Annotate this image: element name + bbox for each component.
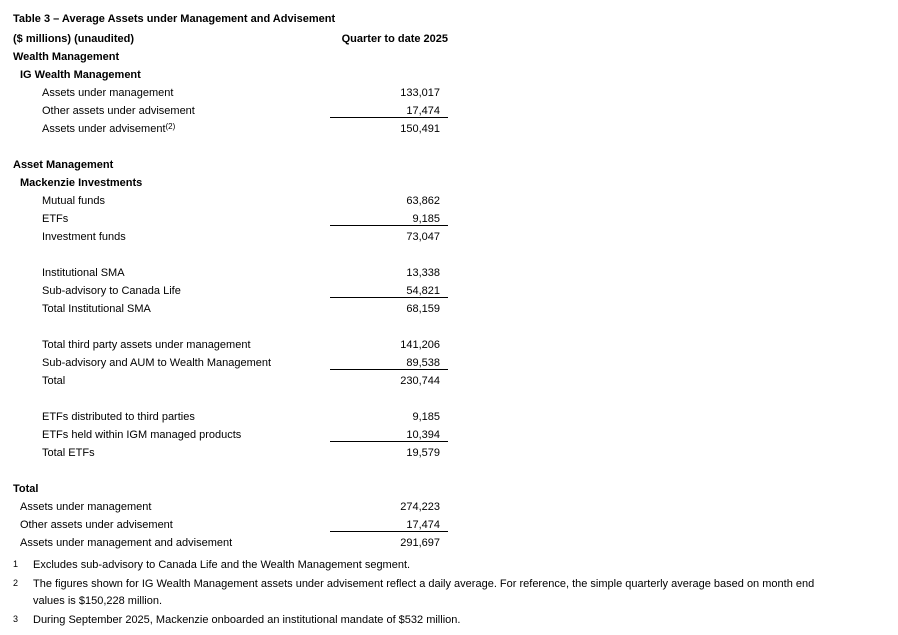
footnote-number: 2 (13, 577, 19, 588)
table-row (0, 499, 448, 517)
row-label-text: ETFs held within IGM managed products (42, 429, 242, 441)
table-row (0, 301, 448, 319)
section-spacer (0, 139, 898, 157)
row-value: 133,017 (400, 87, 440, 99)
row-label-text: Other assets under advisement (20, 519, 173, 531)
row-label (0, 445, 330, 460)
row-label-text: Total ETFs (42, 447, 95, 459)
row-label (0, 373, 330, 388)
row-label (0, 121, 330, 136)
row-label-text: Wealth Management (13, 51, 120, 63)
row-label-text: Mutual funds (42, 195, 105, 207)
row-label (0, 517, 330, 532)
row-label (0, 301, 330, 316)
row-label (0, 535, 330, 550)
table-row (0, 283, 448, 301)
table-row (0, 229, 448, 247)
footnote-number: 3 (13, 613, 19, 624)
table-row (0, 535, 448, 553)
row-label-text: Institutional SMA (42, 267, 125, 279)
row-value: 230,744 (400, 375, 440, 387)
table-title: Table 3 – Average Assets under Management and Advisement (13, 13, 336, 25)
table-row (0, 409, 448, 427)
row-label (0, 499, 330, 514)
row-label-text: ETFs (42, 213, 69, 225)
row-value: 63,862 (406, 195, 440, 207)
row-label (0, 229, 330, 244)
row-label (0, 283, 330, 298)
table-header-row (0, 31, 448, 49)
row-label-text: Sub-advisory and AUM to Wealth Management (42, 357, 272, 369)
table-row (0, 517, 448, 535)
row-value: 291,697 (400, 537, 440, 549)
table-body (0, 49, 898, 553)
row-label-text: Total Institutional SMA (42, 303, 151, 315)
row-value (330, 49, 448, 64)
table-row (0, 445, 448, 463)
table-row (0, 85, 448, 103)
footnote-text: During September 2025, Mackenzie onboarded an institutional mandate of $532 million. (33, 613, 461, 626)
row-label-text: Assets under management and advisement (20, 537, 233, 549)
footnote-item (0, 612, 898, 630)
row-label-text: Total (42, 375, 66, 387)
row-value: 9,185 (330, 211, 448, 226)
row-label-text: Sub-advisory to Canada Life (42, 285, 181, 297)
row-label-text: Assets under advisement (42, 123, 166, 135)
row-label (0, 103, 330, 118)
table-row (0, 355, 448, 373)
footnote-text: Excludes sub-advisory to Canada Life and the Wealth Management segment. (33, 559, 411, 571)
row-value (330, 67, 448, 82)
row-value: 17,474 (330, 103, 448, 118)
row-label (0, 337, 330, 352)
row-label (0, 355, 330, 370)
row-value (330, 175, 448, 190)
row-label-text: Investment funds (42, 231, 126, 243)
row-footnote-ref: (2) (165, 122, 176, 131)
row-label-text: IG Wealth Management (20, 69, 141, 81)
row-label (0, 85, 330, 100)
table-row (0, 481, 448, 499)
row-value: 150,491 (400, 123, 440, 135)
footnote-item (0, 576, 898, 611)
table-header-right: Quarter to date 2025 (341, 33, 448, 45)
row-value: 73,047 (406, 231, 440, 243)
section-spacer (0, 391, 898, 409)
row-value: 19,579 (406, 447, 440, 459)
row-label (0, 49, 330, 64)
row-label (0, 175, 330, 190)
row-value: 141,206 (400, 339, 440, 351)
table-row (0, 121, 448, 139)
row-value: 54,821 (330, 283, 448, 298)
table-row (0, 49, 448, 67)
table-row (0, 157, 448, 175)
row-label (0, 193, 330, 208)
table-row (0, 373, 448, 391)
table-row (0, 265, 448, 283)
table-row (0, 427, 448, 445)
footnotes (0, 553, 898, 629)
row-label (0, 427, 330, 442)
row-label-text: Other assets under advisement (42, 105, 195, 117)
row-label-text: Assets under management (42, 87, 174, 99)
row-value: 68,159 (406, 303, 440, 315)
footnote-number: 1 (13, 559, 19, 569)
table-row (0, 211, 448, 229)
table-row (0, 103, 448, 121)
row-label (0, 265, 330, 280)
row-label (0, 67, 330, 82)
table-row (0, 175, 448, 193)
row-label-text: ETFs distributed to third parties (42, 411, 195, 423)
table-header-left: ($ millions) (unaudited) (13, 33, 134, 45)
section-spacer (0, 319, 898, 337)
section-spacer (0, 247, 898, 265)
footnote-item (0, 557, 898, 575)
section-spacer (0, 463, 898, 481)
footnote-text: The figures shown for IG Wealth Management assets under advisement reflect a daily average. For reference, the simple quarterly average based on month end values is $150,228 million. (33, 577, 815, 607)
row-value (330, 157, 448, 172)
row-label-text: Mackenzie Investments (20, 177, 143, 189)
row-value: 89,538 (330, 355, 448, 370)
row-label-text: Total (13, 483, 39, 495)
row-value: 9,185 (412, 411, 440, 423)
row-label (0, 157, 330, 172)
row-value: 274,223 (400, 501, 440, 513)
row-label-text: Assets under management (20, 501, 152, 513)
row-label-text: Asset Management (13, 159, 114, 171)
table-row (0, 337, 448, 355)
row-label-text: Total third party assets under management (42, 339, 251, 351)
row-label (0, 481, 330, 496)
row-value: 13,338 (406, 267, 440, 279)
row-label (0, 409, 330, 424)
table-row (0, 193, 448, 211)
row-value: 10,394 (330, 427, 448, 442)
table-row (0, 67, 448, 85)
row-value: 17,474 (330, 517, 448, 532)
row-value (330, 481, 448, 496)
row-label (0, 211, 330, 226)
